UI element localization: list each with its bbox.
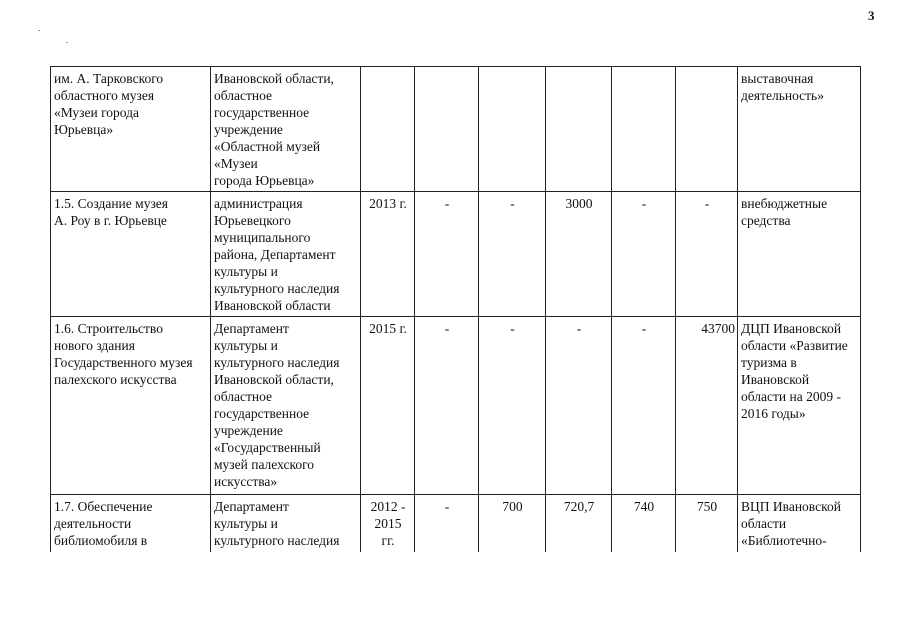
value-cell: -	[676, 192, 738, 317]
value-cell: -	[415, 495, 479, 552]
period-cell: 2015 г.	[361, 317, 415, 495]
value-cell: -	[415, 317, 479, 495]
page-number: 3	[868, 8, 875, 23]
measures-table	[50, 66, 861, 552]
value-cell	[612, 67, 676, 192]
value-cell	[415, 67, 479, 192]
value-cell: -	[415, 192, 479, 317]
measure-name-cell: 1.6. Строительство нового здания Государственного музея палехского искусства	[51, 317, 211, 495]
scan-speck	[38, 30, 40, 31]
funding-source-cell: внебюджетные средства	[738, 192, 861, 317]
value-cell: -	[479, 192, 546, 317]
executor-cell: администрация Юрьевецкого муниципального района, Департамент культуры и культурного наследия Ивановской области	[211, 192, 361, 317]
value-cell: 750	[676, 495, 738, 552]
value-cell: -	[546, 317, 612, 495]
value-cell	[676, 67, 738, 192]
scan-speck	[66, 42, 68, 43]
executor-cell: Ивановской области, областное государственное учреждение «Областной музей «Музеи города Юрьевца»	[211, 67, 361, 192]
value-cell: 3000	[546, 192, 612, 317]
measure-name-cell: 1.7. Обеспечение деятельности библиомобиля в	[51, 495, 211, 552]
table-row	[51, 67, 861, 192]
value-cell: -	[612, 317, 676, 495]
value-cell: -	[612, 192, 676, 317]
value-cell: 700	[479, 495, 546, 552]
table-row	[51, 495, 861, 552]
period-cell: 2013 г.	[361, 192, 415, 317]
funding-source-cell: ВЦП Ивановской области «Библиотечно-	[738, 495, 861, 552]
funding-source-cell: ДЦП Ивановской области «Развитие туризма в Ивановской области на 2009 - 2016 годы»	[738, 317, 861, 495]
measure-name-cell: им. А. Тарковского областного музея «Музеи города Юрьевца»	[51, 67, 211, 192]
period-cell: 2012 - 2015 гг.	[361, 495, 415, 552]
funding-source-cell: выставочная деятельность»	[738, 67, 861, 192]
value-cell: 740	[612, 495, 676, 552]
table-row	[51, 192, 861, 317]
value-cell	[479, 67, 546, 192]
value-cell: 43700	[676, 317, 738, 495]
table-row	[51, 317, 861, 495]
executor-cell: Департамент культуры и культурного наследия	[211, 495, 361, 552]
measure-name-cell: 1.5. Создание музея А. Роу в г. Юрьевце	[51, 192, 211, 317]
value-cell	[546, 67, 612, 192]
executor-cell: Департамент культуры и культурного наследия Ивановской области, областное государственное учреждение «Государственный музей палехского искусства»	[211, 317, 361, 495]
value-cell: -	[479, 317, 546, 495]
value-cell: 720,7	[546, 495, 612, 552]
period-cell	[361, 67, 415, 192]
